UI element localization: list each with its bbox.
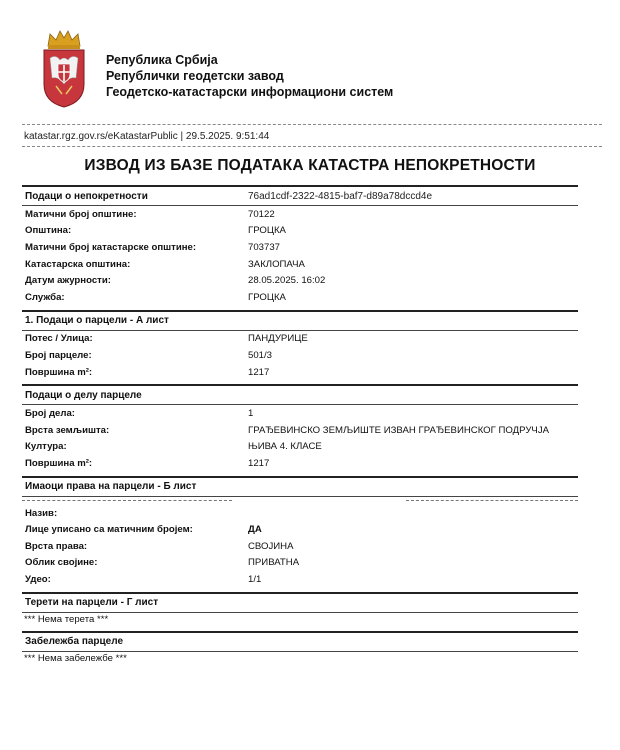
table-row [22, 272, 578, 289]
table-row [22, 571, 578, 588]
field-value: ЊИВА 4. КЛАСЕ [248, 441, 322, 453]
table-row [22, 206, 578, 223]
section-parcel-part-heading [22, 384, 578, 405]
field-value: 1217 [248, 366, 270, 378]
table-row [22, 505, 578, 522]
field-label: Назив: [25, 507, 58, 519]
field-label: Потес / Улица: [25, 333, 93, 345]
section-title: Подаци о непокретности [25, 190, 148, 202]
section-title: Терети на парцели - Г лист [25, 597, 159, 609]
field-label: Број дела: [25, 408, 75, 420]
field-value: 1/1 [248, 573, 262, 585]
section-title: Имаоци права на парцели - Б лист [25, 481, 197, 493]
section-property-heading [22, 185, 578, 206]
field-label: Служба: [25, 291, 65, 303]
section-remarks-heading [22, 631, 578, 652]
section-title: Подаци о делу парцеле [25, 389, 142, 401]
serbia-coat-of-arms-icon [40, 28, 88, 108]
table-row [22, 239, 578, 256]
field-value: ГРАЂЕВИНСКО ЗЕМЉИШТЕ ИЗВАН ГРАЂЕВИНСКОГ ПОДРУЧЈА [248, 424, 550, 436]
table-row [22, 364, 578, 381]
section-parcel-heading [22, 310, 578, 331]
document-title: ИЗВОД ИЗ БАЗЕ ПОДАТАКА КАТАСТРА НЕПОКРЕТНОСТИ [84, 157, 536, 174]
field-label: Култура: [25, 441, 67, 453]
property-id: 76ad1cdf-2322-4815-baf7-d89a78dccd4e [248, 190, 433, 202]
field-label: Лице уписано са матичним бројем: [25, 524, 193, 536]
field-value: ГРОЦКА [248, 291, 286, 303]
dashed-separator [22, 497, 578, 505]
field-label: Облик својине: [25, 557, 98, 569]
org-line-1: Република Србија [106, 53, 218, 67]
document-body [22, 185, 578, 666]
field-value: ПРИВАТНА [248, 557, 300, 569]
section-title: Забележба парцеле [25, 636, 124, 648]
field-value: 1217 [248, 457, 270, 469]
table-row [22, 405, 578, 422]
field-value: 501/3 [248, 349, 273, 361]
field-value: СВОЈИНА [248, 540, 294, 552]
burdens-note: *** Нема терета *** [24, 614, 109, 626]
table-row [22, 455, 578, 472]
field-label: Матични број општине: [25, 208, 137, 220]
remarks-note: *** Нема забележбе *** [24, 653, 127, 665]
field-value: 1 [248, 408, 254, 420]
field-label: Број парцеле: [25, 349, 92, 361]
divider-dashed [22, 146, 602, 147]
section-holders-heading [22, 476, 578, 497]
table-row [22, 223, 578, 240]
table-row [22, 422, 578, 439]
document-header [40, 28, 600, 108]
source-line: katastar.rgz.gov.rs/eKatastarPublic | 29.5.2025. 9:51:44 [24, 131, 270, 142]
field-value: ЗАКЛОПАЧА [248, 258, 305, 270]
field-value: ГРОЦКА [248, 225, 286, 237]
field-label: Врста права: [25, 540, 88, 552]
table-row [22, 331, 578, 348]
field-label: Матични број катастарске општине: [25, 241, 197, 253]
field-label: Датум ажурности: [25, 275, 111, 287]
field-label: Површина m²: [25, 366, 93, 378]
section-title: 1. Подаци о парцели - А лист [25, 315, 169, 327]
field-label: Катастарска општина: [25, 258, 131, 270]
org-line-3: Геодетско-катастарски информациони систем [106, 85, 394, 99]
field-label: Врста земљишта: [25, 424, 110, 436]
field-label: Површина m²: [25, 457, 93, 469]
section-burdens-heading [22, 592, 578, 613]
table-row [22, 256, 578, 273]
field-value: 70122 [248, 208, 275, 220]
field-label: Удео: [25, 573, 51, 585]
table-row [22, 289, 578, 306]
field-value: ДА [248, 524, 262, 536]
table-row [22, 538, 578, 555]
property-rows [22, 206, 578, 306]
table-row [22, 347, 578, 364]
divider-dashed [22, 124, 602, 125]
field-value: 703737 [248, 241, 281, 253]
table-row [22, 555, 578, 572]
table-row [22, 521, 578, 538]
field-value: ПАНДУРИЦЕ [248, 333, 308, 345]
org-line-2: Републички геодетски завод [106, 69, 284, 83]
field-label: Општина: [25, 225, 72, 237]
field-value: 28.05.2025. 16:02 [248, 275, 326, 287]
table-row [22, 439, 578, 456]
